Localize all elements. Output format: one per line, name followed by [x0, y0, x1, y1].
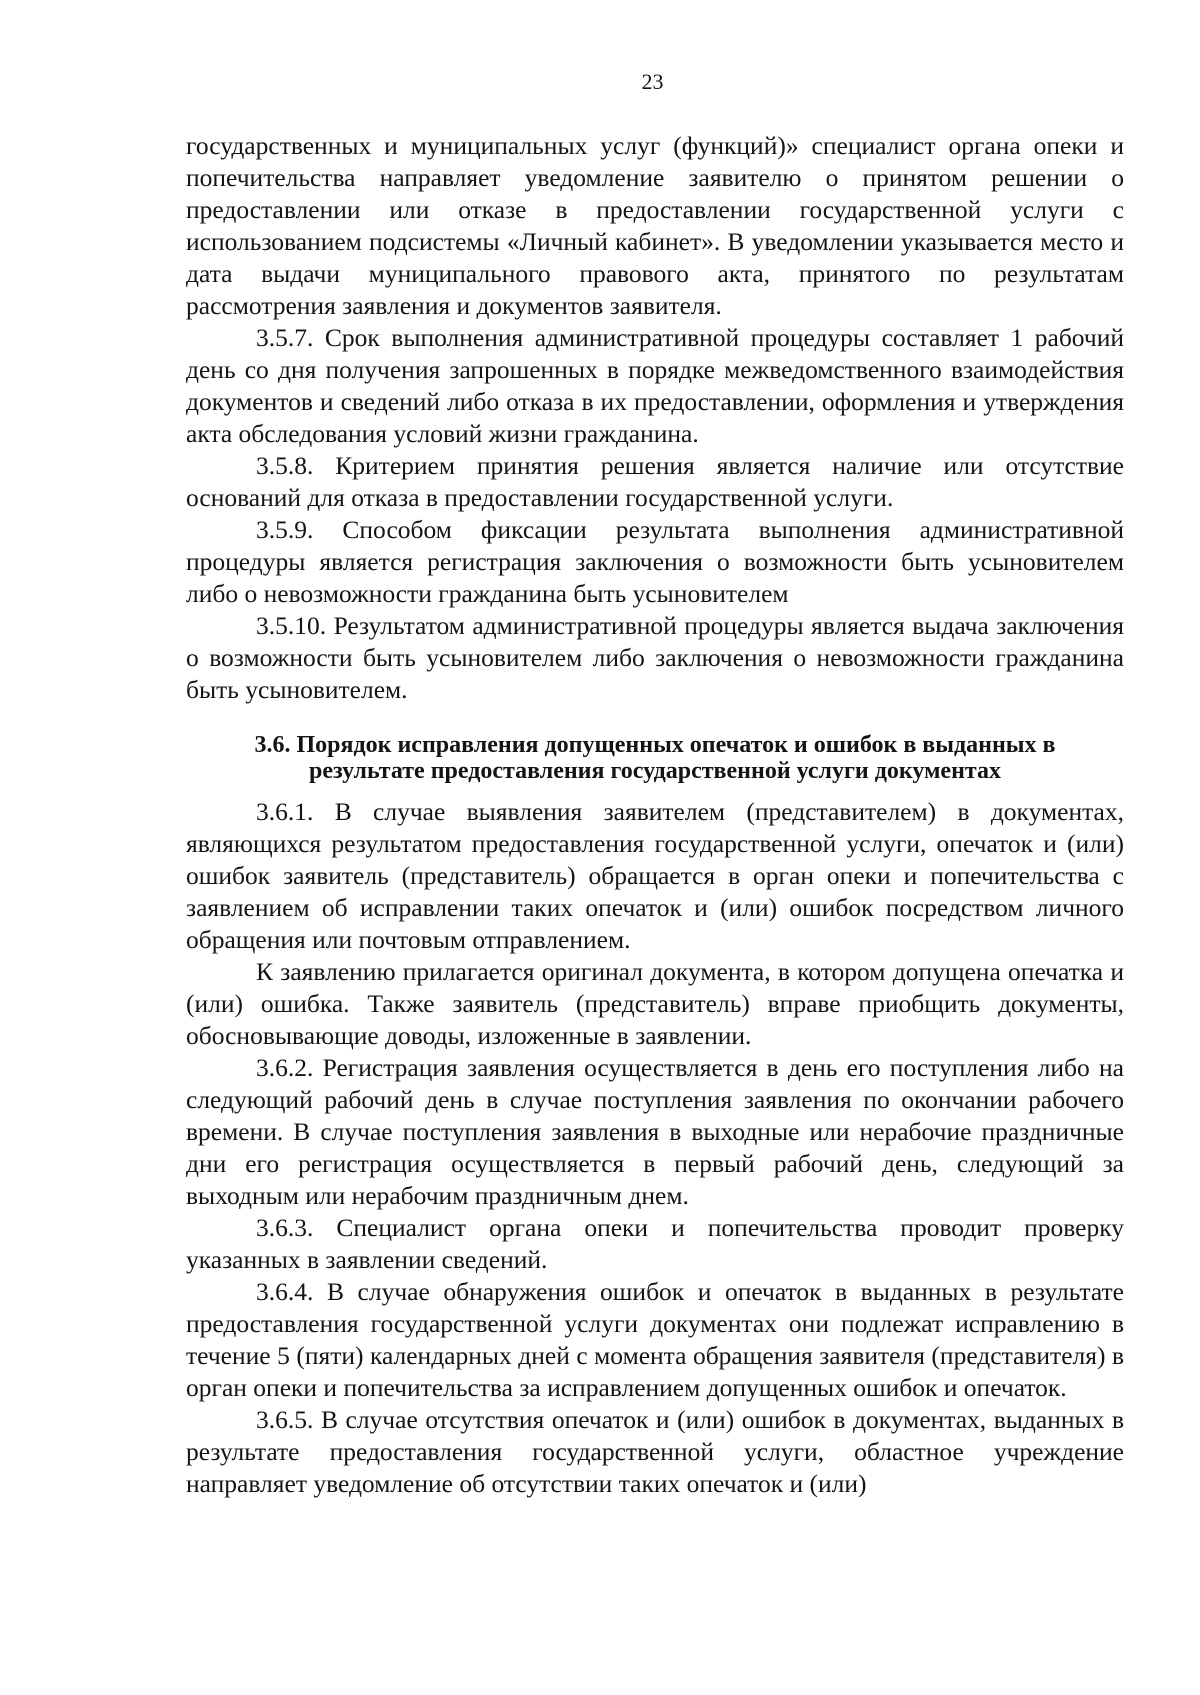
paragraph-3-6-4: 3.6.4. В случае обнаружения ошибок и опечаток в выданных в результате предоставления государственной услуги документах они подлежат исправлению в течение 5 (пяти) календарных дней с момента обращения заявителя (представителя) в орган опеки и попечительства за исправлением допущенных ошибок и опечаток.: [186, 1277, 1124, 1402]
section-heading-3-6: 3.6. Порядок исправления допущенных опечаток и ошибок в выданных в результате предоставления государственной услуги документах: [254, 732, 1056, 784]
paragraph-3-6-3: 3.6.3. Специалист органа опеки и попечительства проводит проверку указанных в заявлении сведений.: [186, 1213, 1124, 1274]
paragraph-attachment: К заявлению прилагается оригинал документа, в котором допущена опечатка и (или) ошибка. Также заявитель (представитель) вправе приобщить документы, обосновывающие доводы, изложенные в заявлении.: [186, 957, 1124, 1050]
document-body: [186, 130, 1124, 1500]
paragraph-3-5-8: 3.5.8. Критерием принятия решения является наличие или отсутствие оснований для отказа в предоставлении государственной услуги.: [186, 451, 1124, 512]
paragraph-3-6-2: 3.6.2. Регистрация заявления осуществляется в день его поступления либо на следующий рабочий день в случае поступления заявления по окончании рабочего времени. В случае поступления заявления в выходные или нерабочие праздничные дни его регистрация осуществляется в первый рабочий день, следующий за выходным или нерабочим праздничным днем.: [186, 1053, 1124, 1210]
paragraph-3-5-10: 3.5.10. Результатом административной процедуры является выдача заключения о возможности быть усыновителем либо заключения о невозможности гражданина быть усыновителем.: [186, 611, 1124, 704]
paragraph-3-6-5: 3.6.5. В случае отсутствия опечаток и (или) ошибок в документах, выданных в результате предоставления государственной услуги, областное учреждение направляет уведомление об отсутствии таких опечаток и (или): [186, 1405, 1124, 1498]
paragraph-continuation: государственных и муниципальных услуг (функций)» специалист органа опеки и попечительства направляет уведомление заявителю о принятом решении о предоставлении или отказе в предоставлении государственной услуги с использованием подсистемы «Личный кабинет». В уведомлении указывается место и дата выдачи муниципального правового акта, принятого по результатам рассмотрения заявления и документов заявителя.: [186, 131, 1124, 320]
page-number: 23: [641, 69, 664, 94]
paragraph-3-5-9: 3.5.9. Способом фиксации результата выполнения административной процедуры является регистрация заключения о возможности быть усыновителем либо о невозможности гражданина быть усыновителем: [186, 515, 1124, 608]
paragraph-3-5-7: 3.5.7. Срок выполнения административной процедуры составляет 1 рабочий день со дня получения запрошенных в порядке межведомственного взаимодействия документов и сведений либо отказа в их предоставлении, оформления и утверждения акта обследования условий жизни гражданина.: [186, 323, 1124, 448]
paragraph-3-6-1: 3.6.1. В случае выявления заявителем (представителем) в документах, являющихся результатом предоставления государственной услуги, опечаток и (или) ошибок заявитель (представитель) обращается в орган опеки и попечительства с заявлением об исправлении таких опечаток и (или) ошибок посредством личного обращения или почтовым отправлением.: [186, 797, 1124, 954]
